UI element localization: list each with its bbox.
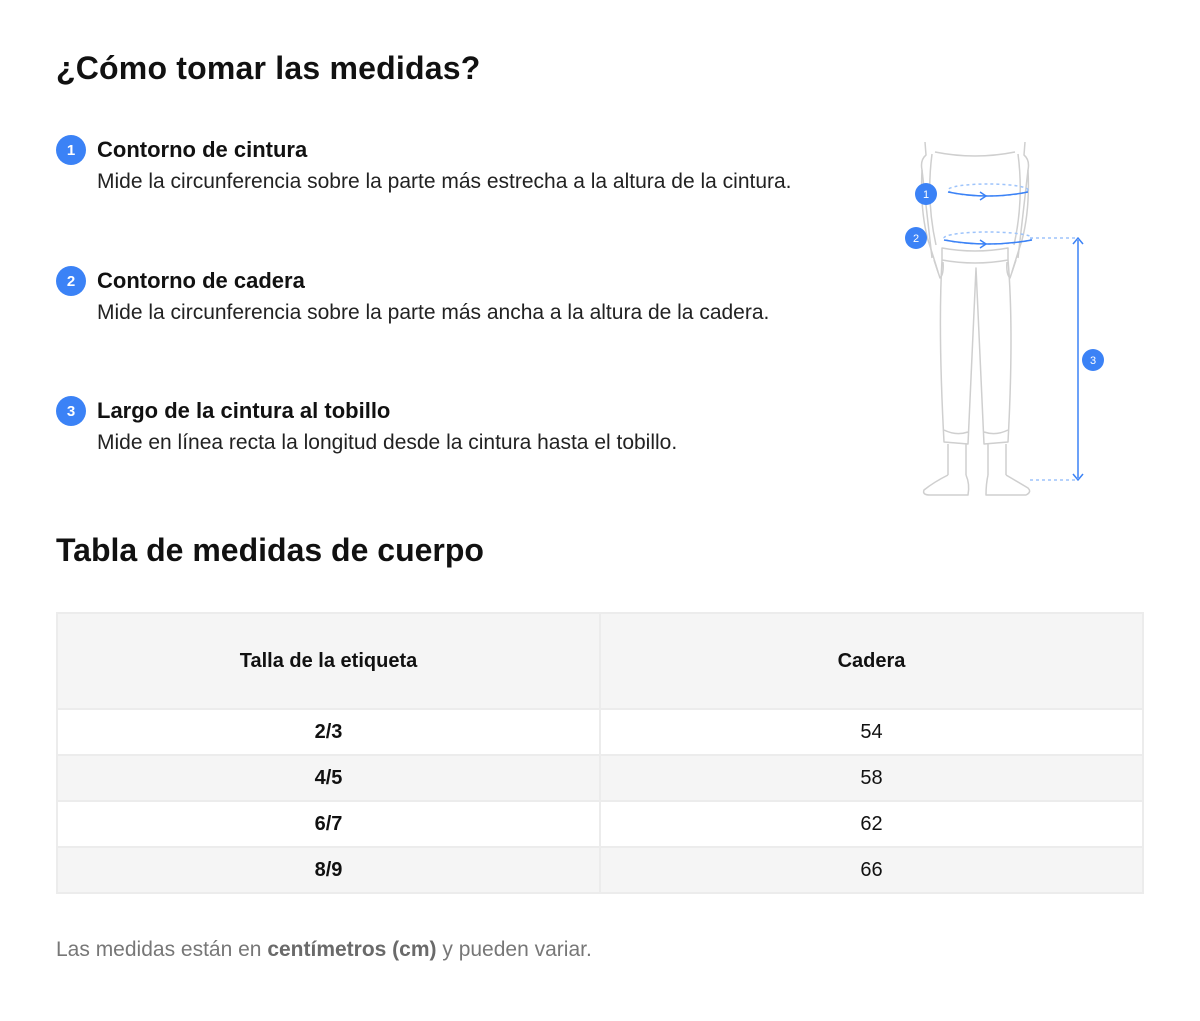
table-row (57, 847, 1143, 893)
size-cell: 4/5 (57, 755, 600, 801)
step-title: Largo de la cintura al tobillo (97, 398, 391, 423)
units-note (56, 938, 592, 962)
step-description: Mide la circunferencia sobre la parte más estrecha a la altura de la cintura. (97, 170, 792, 193)
units-note-prefix: Las medidas están en (56, 938, 268, 961)
size-cell: 8/9 (57, 847, 600, 893)
step-title: Contorno de cadera (97, 268, 305, 293)
hip-cell: 66 (600, 847, 1143, 893)
step-number-badge: 2 (56, 266, 86, 296)
table-row (57, 755, 1143, 801)
hip-cell: 62 (600, 801, 1143, 847)
step-number-badge: 1 (56, 135, 86, 165)
figure-marker-2: 2 (912, 233, 920, 245)
units-note-unit: centímetros (cm) (267, 938, 437, 961)
size-table (56, 612, 1144, 894)
step-title: Contorno de cintura (97, 137, 308, 162)
column-header-hip: Cadera (600, 613, 1143, 709)
figure-marker-3: 3 (1089, 355, 1097, 367)
figure-marker-1: 1 (922, 189, 930, 201)
size-cell: 6/7 (57, 801, 600, 847)
step-description: Mide en línea recta la longitud desde la cintura hasta el tobillo. (97, 431, 678, 454)
size-cell: 2/3 (57, 709, 600, 755)
table-row (57, 709, 1143, 755)
size-table-title: Tabla de medidas de cuerpo (56, 532, 484, 568)
table-row (57, 801, 1143, 847)
column-header-size-label: Talla de la etiqueta (57, 613, 600, 709)
units-note-suffix: y pueden variar. (436, 938, 592, 961)
step-number-badge: 3 (56, 396, 86, 426)
step-description: Mide la circunferencia sobre la parte más ancha a la altura de la cadera. (97, 301, 770, 324)
hip-cell: 58 (600, 755, 1143, 801)
guide-title: ¿Cómo tomar las medidas? (56, 50, 481, 86)
hip-cell: 54 (600, 709, 1143, 755)
table-header-row (57, 613, 1143, 709)
body-measurement-illustration (880, 130, 1130, 510)
